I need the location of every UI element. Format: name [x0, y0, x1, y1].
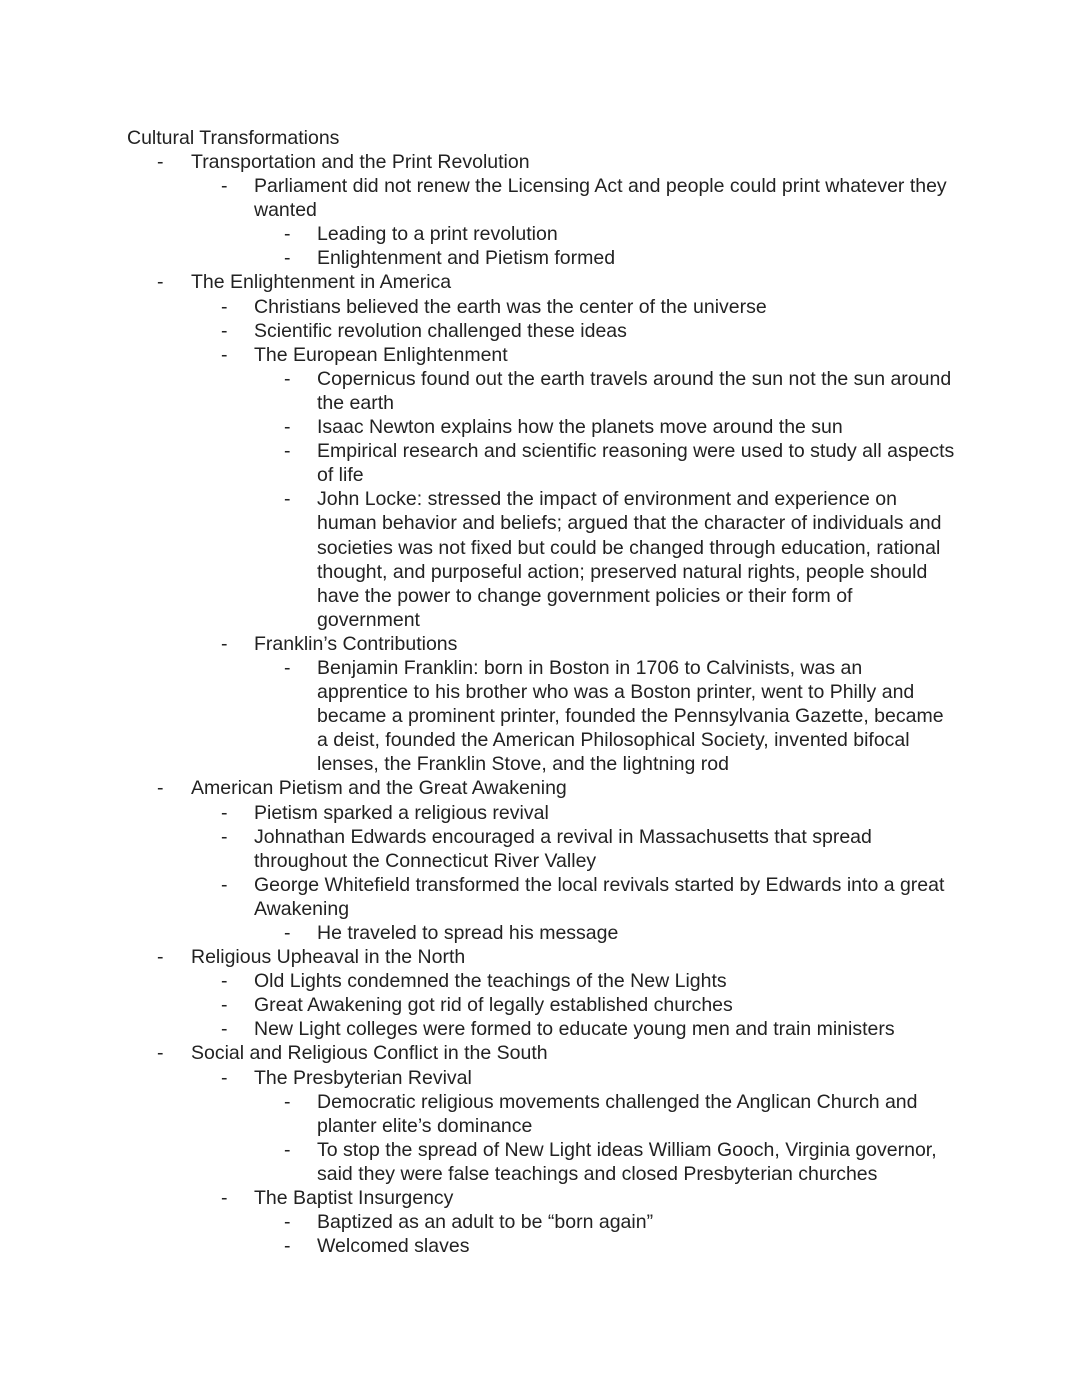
outline-item-text: Christians believed the earth was the center of the universe: [254, 295, 767, 318]
bullet-dash: -: [157, 151, 164, 173]
outline-item-text: Old Lights condemned the teachings of the New Lights: [254, 970, 727, 993]
bullet-dash: -: [284, 922, 291, 944]
outline-item-text: Franklin’s Contributions: [254, 632, 458, 655]
outline-item-level-3: [127, 656, 957, 776]
bullet-dash: -: [284, 656, 291, 679]
bullet-dash: -: [284, 367, 291, 390]
outline-item-level-3: [127, 1234, 957, 1258]
outline-item-level-2: [127, 825, 957, 873]
bullet-dash: -: [221, 295, 228, 318]
outline-item-text: Pietism sparked a religious revival: [254, 801, 549, 824]
outline-item-level-2: [127, 1066, 957, 1090]
bullet-dash: -: [221, 1187, 228, 1210]
outline-item-text: Baptized as an adult to be “born again”: [317, 1211, 654, 1234]
outline-item-text: The Presbyterian Revival: [254, 1066, 472, 1089]
outline-item-text: Social and Religious Conflict in the South: [191, 1042, 548, 1065]
outline-item-text: Democratic religious movements challenged the Anglican Church and planter elite’s dominance: [317, 1090, 918, 1137]
outline-item-text: Parliament did not renew the Licensing Act and people could print whatever they wanted: [254, 175, 947, 222]
outline-item-text: Enlightenment and Pietism formed: [317, 247, 616, 270]
outline-item-text: The Baptist Insurgency: [254, 1187, 454, 1210]
outline-item-text: He traveled to spread his message: [317, 922, 619, 944]
outline-item-level-2: [127, 801, 957, 825]
outline-item-level-2: [127, 993, 957, 1017]
outline-item-level-2: [127, 1186, 957, 1210]
bullet-dash: -: [221, 801, 228, 824]
outline-item-level-2: [127, 873, 957, 921]
outline-item-level-1: [127, 945, 957, 969]
outline-item-text: Benjamin Franklin: born in Boston in 1706 to Calvinists, was an apprentice to his brother who was a Boston printer, went to Philly and became a prominent printer, founded the Pennsylvania Gazette, became a deist, founded the American Philosophical Society, invented bifocal lenses, the Franklin Stove, and the lightning rod: [317, 656, 944, 776]
outline-item-text: Welcomed slaves: [317, 1235, 470, 1258]
bullet-dash: -: [157, 946, 164, 969]
bullet-dash: -: [221, 632, 228, 655]
bullet-dash: -: [157, 1042, 164, 1065]
bullet-dash: -: [284, 247, 291, 270]
outline-item-text: Leading to a print revolution: [317, 223, 558, 246]
bullet-dash: -: [284, 1235, 291, 1258]
bullet-dash: -: [221, 1018, 228, 1041]
outline-item-text: Transportation and the Print Revolution: [191, 151, 530, 173]
outline-item-level-3: [127, 1210, 957, 1234]
document-title: Cultural Transformations: [127, 127, 340, 149]
outline-item-level-2: [127, 319, 957, 343]
outline-list: [127, 150, 957, 1258]
outline-item-level-2: [127, 969, 957, 993]
outline-item-text: The European Enlightenment: [254, 343, 508, 366]
outline-item-level-1: [127, 270, 957, 294]
outline-item-level-3: [127, 367, 957, 415]
outline-item-level-3: [127, 246, 957, 270]
bullet-dash: -: [284, 488, 291, 511]
bullet-dash: -: [221, 825, 228, 848]
outline-item-level-2: [127, 343, 957, 367]
bullet-dash: -: [284, 1090, 291, 1113]
bullet-dash: -: [284, 416, 291, 439]
outline-item-level-2: [127, 295, 957, 319]
outline-item-text: George Whitefield transformed the local revivals started by Edwards into a great Awakening: [254, 873, 945, 920]
outline-item-level-2: [127, 174, 957, 222]
outline-item-text: John Locke: stressed the impact of environment and experience on human behavior and beliefs; argued that the character of individuals and societies was not fixed but could be changed through education, rational thought, and purposeful action; preserved natural rights, people should have the power to change government policies or their form of government: [317, 488, 942, 631]
outline-item-text: Great Awakening got rid of legally established churches: [254, 994, 733, 1017]
outline-item-text: Copernicus found out the earth travels around the sun not the sun around the earth: [317, 367, 952, 414]
outline-item-level-3: [127, 222, 957, 246]
outline-item-level-1: [127, 150, 957, 174]
outline-item-text: The Enlightenment in America: [191, 271, 452, 294]
bullet-dash: -: [284, 1211, 291, 1234]
bullet-dash: -: [221, 319, 228, 342]
outline-item-level-1: [127, 1041, 957, 1065]
outline-item-level-3: [127, 415, 957, 439]
outline-item-text: Scientific revolution challenged these ideas: [254, 319, 627, 342]
outline-item-level-2: [127, 632, 957, 656]
outline-item-text: Religious Upheaval in the North: [191, 946, 466, 969]
bullet-dash: -: [284, 223, 291, 246]
bullet-dash: -: [221, 1066, 228, 1089]
bullet-dash: -: [221, 873, 228, 896]
outline-item-text: To stop the spread of New Light ideas William Gooch, Virginia governor, said they were false teachings and closed Presbyterian churches: [317, 1138, 937, 1185]
bullet-dash: -: [157, 777, 164, 800]
outline-item-text: Isaac Newton explains how the planets move around the sun: [317, 416, 843, 439]
bullet-dash: -: [284, 1138, 291, 1161]
bullet-dash: -: [157, 271, 164, 294]
bullet-dash: -: [221, 343, 228, 366]
outline-item-level-3: [127, 487, 957, 632]
bullet-dash: -: [221, 970, 228, 993]
outline-item-level-1: [127, 776, 957, 800]
bullet-dash: -: [284, 440, 291, 463]
outline-item-level-2: [127, 1017, 957, 1041]
outline-item-text: Johnathan Edwards encouraged a revival in Massachusetts that spread throughout the Connecticut River Valley: [254, 825, 872, 872]
bullet-dash: -: [221, 175, 228, 198]
outline-item-text: New Light colleges were formed to educate young men and train ministers: [254, 1018, 895, 1041]
outline-item-level-3: [127, 1090, 957, 1138]
outline-item-level-3: [127, 439, 957, 487]
outline-item-text: Empirical research and scientific reasoning were used to study all aspects of life: [317, 440, 955, 487]
outline-item-level-3: [127, 1138, 957, 1186]
bullet-dash: -: [221, 994, 228, 1017]
outline-item-level-3: [127, 921, 957, 945]
outline-item-text: American Pietism and the Great Awakening: [191, 777, 567, 800]
